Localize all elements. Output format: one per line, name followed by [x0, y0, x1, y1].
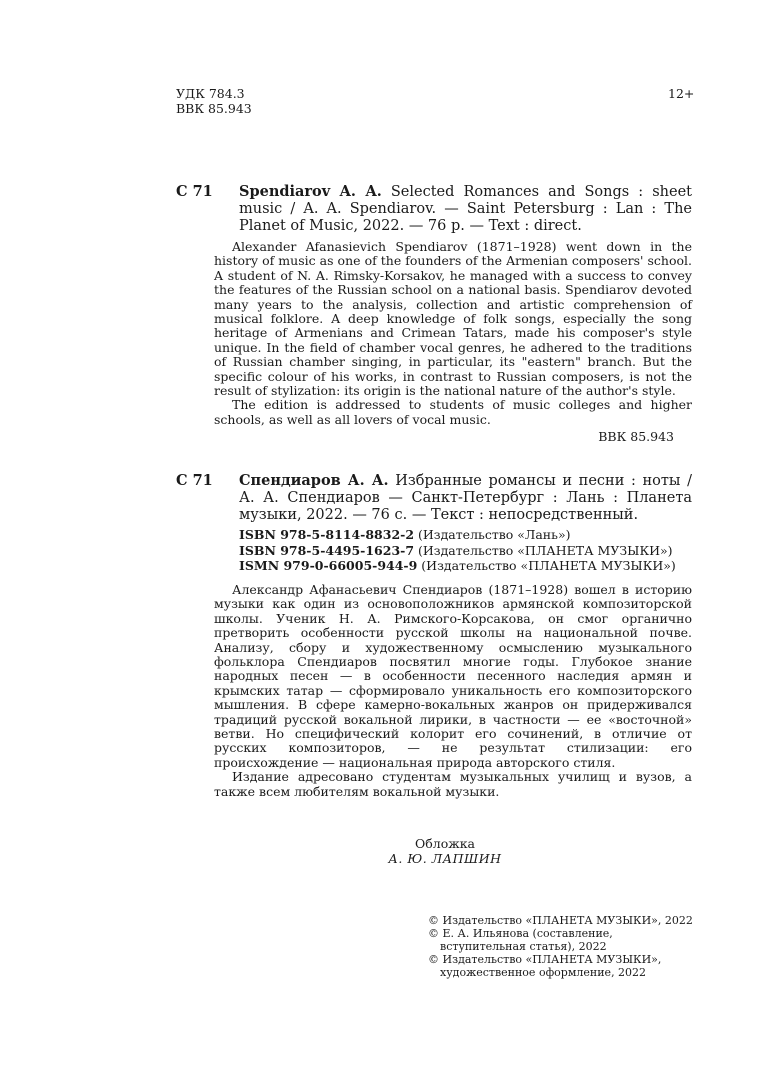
- entry-code: С 71: [176, 183, 213, 200]
- english-citation: [239, 183, 692, 235]
- abstract-paragraph: Издание адресовано студентам музыкальных училищ и вузов, а также всем любителям вокальной музыки.: [214, 769, 692, 799]
- copyright-line: © Издательство «ПЛАНЕТА МУЗЫКИ», 2022: [428, 914, 693, 927]
- bbk-code-english: ВВК 85.943: [598, 429, 674, 444]
- isbn-number: ISBN 978-5-4495-1623-7: [239, 542, 415, 558]
- classification-codes: [176, 86, 252, 116]
- credit-name: А. Ю. ЛАПШИН: [388, 851, 502, 866]
- isbn-publisher: (Издательство «Лань»): [414, 527, 571, 542]
- russian-citation: [239, 472, 692, 524]
- isbn-list: [239, 527, 676, 574]
- author-name: Spendiarov A. A.: [239, 183, 382, 200]
- isbn-number: ISMN 979-0-66005-944-9: [239, 558, 418, 573]
- copyright-line: © Издательство «ПЛАНЕТА МУЗЫКИ», художественное оформление, 2022: [428, 953, 662, 979]
- isbn-line: [239, 543, 676, 559]
- copyright-line: © Е. А. Ильянова (составление, вступительная статья), 2022: [428, 927, 613, 953]
- isbn-number: ISBN 978-5-8114-8832-2: [239, 527, 415, 542]
- author-name: Спендиаров А. А.: [239, 472, 389, 489]
- abstract-paragraph: Alexander Afanasievich Spendiarov (1871–1928) went down in the history of music as one of the founders of the Armenian composers' school. A student of N. A. Rimsky-Korsakov, he managed with a success to convey the features of the Russian school on a national basis. Spendiarov devoted many years to the analysis, collection and artistic comprehension of musical folklore. A deep knowledge of folk songs, especially the song heritage of Armenians and Crimean Tatars, made his composer's style unique. In the field of chamber vocal genres, he adhered to the traditions of Russian chamber singing, in particular, its "eastern" branch. But the specific colour of his works, in contrast to Russian composers, is not the result of stylization: its origin is the national nature of the author's style.: [214, 239, 692, 399]
- english-entry: [176, 183, 692, 235]
- citation-rest: Selected Romances and Songs : sheet music / A. A. Spendiarov. — Saint Petersburg : Lan : The Planet of Music, 2022. — 76 p. — Text : direct.: [239, 184, 692, 234]
- russian-entry: [176, 472, 692, 524]
- bbk-code: ВВК 85.943: [176, 101, 252, 116]
- abstract-paragraph: The edition is addressed to students of music colleges and higher schools, as well as all lovers of vocal music.: [214, 397, 692, 427]
- isbn-line: [239, 558, 676, 574]
- isbn-line: [239, 527, 676, 543]
- credit-label: Обложка: [414, 836, 475, 851]
- entry-code: С 71: [176, 472, 213, 489]
- isbn-publisher: (Издательство «ПЛАНЕТА МУЗЫКИ»): [414, 542, 673, 558]
- isbn-publisher: (Издательство «ПЛАНЕТА МУЗЫКИ»): [417, 558, 676, 573]
- age-rating: 12+: [668, 86, 695, 101]
- abstract-paragraph: Александр Афанасьевич Спендиаров (1871–1928) вошел в историю музыки как один из основоположников армянской композиторской школы. Ученик Н. А. Римского-Корсакова, он смог органично претворить особенности русской школы на национальной почве. Анализу, сбору и художественному осмыслению музыкального фольклора Спендиаров посвятил многие годы. Глубокое знание народных песен — в особенности песенного наследия армян и крымских татар — сформировало уникальность его композиторского мышления. В сфере камерно-вокальных жанров он придерживался традиций русской вокальной лирики, в частности — ее «восточной» ветви. Но специфический колорит его сочинений, в отличие от русских композиторов, — не результат стилизации: его происхождение — национальная природа авторского стиля.: [214, 582, 692, 770]
- udk-code: УДК 784.3: [176, 86, 245, 101]
- citation-rest: Избранные романсы и песни : ноты / А. А. Спендиаров — Санкт-Петербург : Лань : Планета музыки, 2022. — 76 с. — Текст : непосредственный.: [239, 473, 692, 523]
- cover-credit: [380, 836, 510, 866]
- english-abstract: [214, 240, 692, 427]
- copyright-block: [428, 914, 698, 979]
- russian-abstract: [214, 583, 692, 799]
